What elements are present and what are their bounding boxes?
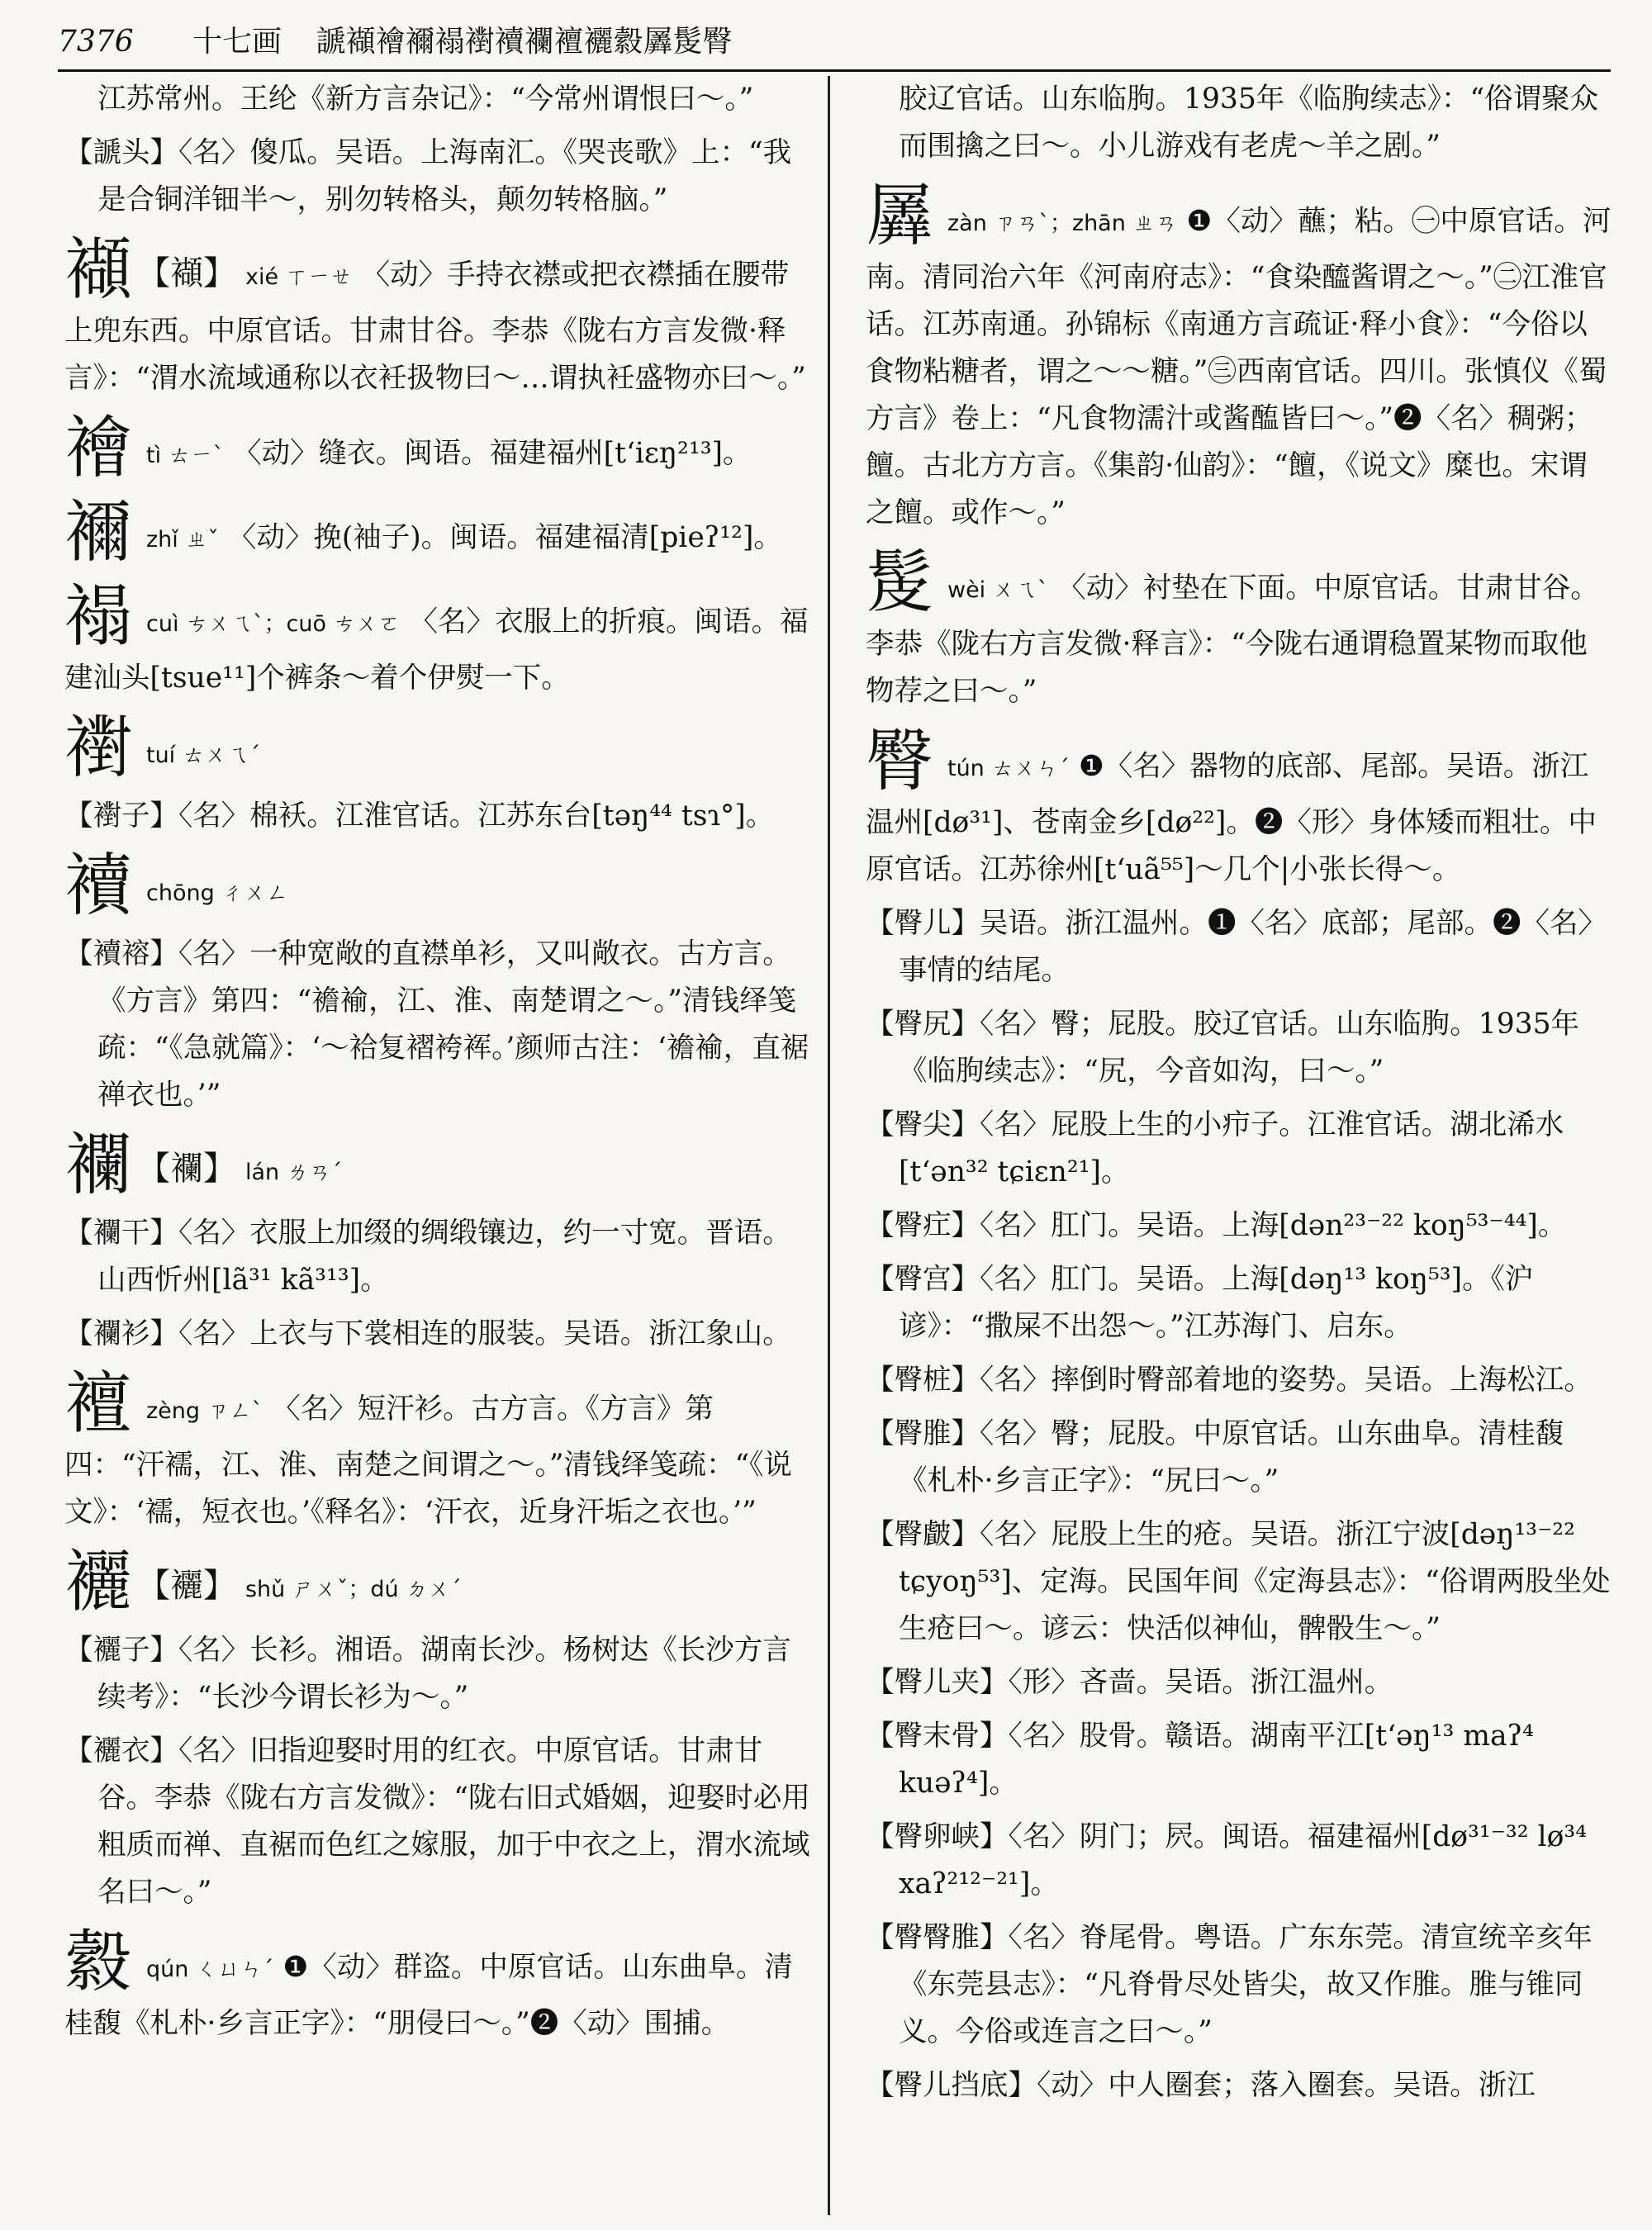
compound-entry: 【臀儿】吴语。浙江温州。❶〈名〉底部；尾部。❷〈名〉事情的结尾。: [866, 907, 1607, 987]
pronunciation: xié ㄒㄧㄝ: [244, 264, 353, 290]
left-column: [64, 76, 812, 2054]
pronunciation: shǔ ㄕㄨˇ；dú ㄉㄨˊ: [244, 1577, 462, 1602]
compound-entry: 【襴干】〈名〉衣服上加缀的绸缎镶边，约一寸宽。晋语。山西忻州[lã³¹ kã³¹³]。: [64, 1217, 791, 1297]
headword-character: 襢: [64, 1364, 133, 1443]
definition-text: 〈动〉缝衣。闽语。福建福州[t‘iɛŋ²¹³]。: [224, 437, 752, 470]
headword-character: 襹: [64, 1543, 133, 1621]
dictionary-entry: [64, 495, 812, 571]
compound-entry: 【臀臀脽】〈名〉脊尾骨。粤语。广东东莞。清宣统辛亥年《东莞县志》：“凡脊骨尽处皆尖，故又作脽。脽与锥同义。今俗或连言之曰～。”: [866, 1921, 1593, 2048]
dictionary-entry: [866, 724, 1613, 894]
header-rule: [58, 69, 1611, 72]
compound-entry: 【臀桩】〈名〉摔倒时臀部着地的姿势。吴语。上海松江。: [866, 1364, 1593, 1397]
headword-character: 襧: [64, 493, 133, 572]
dictionary-entry: [64, 579, 812, 702]
dictionary-entry: [64, 710, 812, 786]
dictionary-entry: [64, 1924, 812, 2047]
headword-character: 襴: [64, 1126, 133, 1204]
definition-text: 〈动〉衬垫在下面。中原官话。甘肃甘谷。李恭《陇右方言发微·释言》：“今陇右通谓稳置某物而取他物荐之曰～。”: [866, 572, 1599, 708]
pronunciation: cuì ㄘㄨㄟˋ；cuō ㄘㄨㄛ: [145, 611, 401, 637]
dictionary-entry: [866, 178, 1613, 537]
page-header: [58, 18, 1611, 66]
compound-entry: 【襩褣】〈名〉一种宽敞的直襟单衫，又叫敞衣。古方言。《方言》第四：“襜褕，江、淮、南楚谓之～。”清钱绎笺疏：“《急就篇》：‘～袷复褶袴裈。’颜师古注：‘襜褕，直裾禅衣也。’”: [64, 937, 809, 1112]
pronunciation: wèi ㄨㄟˋ: [947, 577, 1049, 603]
dictionary-entry: [64, 410, 812, 486]
definition-text: 〈动〉手持衣襟或把衣襟插在腰带上兜东西。中原官话。甘肃甘谷。李恭《陇右方言发微·释言》：“渭水流域通称以衣衽扱物曰～…谓执衽盛物亦曰～。”: [64, 259, 806, 395]
headword-character: 臀: [866, 722, 934, 800]
compound-entry: 【臀脽】〈名〉臀；屁股。中原官话。山东曲阜。清桂馥《札朴·乡言正字》：“尻曰～。”: [866, 1417, 1564, 1497]
pronunciation: chōng ㄔㄨㄥ: [145, 880, 289, 906]
variant-form: 【襹】: [137, 1567, 237, 1605]
definition-text: 〈名〉衣服上的折痕。闽语。福建汕头[tsue¹¹]个裤条～着个伊熨一下。: [64, 605, 809, 695]
compound-entry: 【臀宫】〈名〉肛门。吴语。上海[dəŋ¹³ koŋ⁵³]。《沪谚》：“撒屎不出怨～。”江苏海门、启东。: [866, 1263, 1534, 1343]
pronunciation: lán ㄌㄢˊ: [244, 1160, 343, 1185]
headword-character: 襩: [64, 847, 133, 925]
compound-entry: 【臀疘】〈名〉肛门。吴语。上海[dən²³⁻²² koŋ⁵³⁻⁴⁴]。: [866, 1209, 1567, 1242]
pronunciation: qún ㄑㄩㄣˊ: [145, 1957, 274, 1982]
definition-text: ❶〈动〉群盗。中原官话。山东曲阜。清桂馥《札朴·乡言正字》：“朋侵曰～。”❷〈动〉围捕。: [64, 1951, 793, 2040]
pronunciation: tì ㄊㄧˋ: [145, 443, 225, 468]
compound-entry: 【臀末骨】〈名〉股骨。赣语。湖南平江[t‘əŋ¹³ maʔ⁴ kuəʔ⁴]。: [866, 1720, 1534, 1800]
definition-text: 〈动〉挽(袖子)。闽语。福建福清[pieʔ¹²]。: [218, 521, 782, 554]
compound-entry: 【臀卵峡】〈名〉阴门；屄。闽语。福建福州[dø³¹⁻³² lø³⁴ xaʔ²¹²⁻²¹]。: [866, 1820, 1588, 1900]
headword-character: 羼: [866, 177, 934, 255]
page-number: 7376: [58, 25, 134, 59]
dictionary-entry: [64, 1127, 812, 1203]
compound-entry: 【臀尻】〈名〉臀；屁股。胶辽官话。山东临朐。1935年《临朐续志》：“尻，今音如沟，曰～。”: [866, 1008, 1580, 1088]
dictionary-entry: [866, 545, 1613, 715]
variant-form: 【襴】: [137, 1150, 237, 1188]
continued-text: 胶辽官话。山东临朐。1935年《临朐续志》：“俗谓聚众而围擒之曰～。小儿游戏有老虎～羊之剧。”: [899, 83, 1599, 163]
compound-entry: 【襨子】〈名〉棉袄。江淮官话。江苏东台[təŋ⁴⁴ tsɿ°]。: [64, 799, 775, 833]
headword-character: 褟: [64, 577, 133, 656]
pronunciation: zhǐ ㄓˇ: [145, 527, 219, 553]
dictionary-entry: [64, 848, 812, 924]
column-divider: [828, 76, 830, 2215]
compound-entry: 【襹子】〈名〉长衫。湘语。湖南长沙。杨树达《长沙方言续考》：“长沙今谓长衫为～。”: [64, 1634, 791, 1714]
definition-text: ❶〈名〉器物的底部、尾部。吴语。浙江温州[dø³¹]、苍南金乡[dø²²]。❷〈形〉身体矮而粗壮。中原官话。江苏徐州[t‘uã⁵⁵]～几个|小张长得～。: [866, 750, 1597, 886]
compound-entry: 【臀儿挡底】〈动〉中人圈套；落入圈套。吴语。浙江: [866, 2069, 1536, 2102]
header-characters: 謕襭襘襧褟襨襩襴襢襹縠羼髲臀: [316, 25, 733, 59]
stroke-section: 十七画: [192, 25, 282, 59]
dictionary-entry: [64, 232, 812, 402]
headword-character: 襨: [64, 709, 133, 787]
dictionary-entry: [64, 1544, 812, 1620]
compound-entry: 【臀皻】〈名〉屁股上生的疮。吴语。浙江宁波[dəŋ¹³⁻²² tɕyoŋ⁵³]、定海。民国年间《定海县志》：“俗谓两股坐处生疮曰～。谚云：快活似神仙，髀骰生～。”: [866, 1518, 1611, 1645]
compound-entry: 【臀尖】〈名〉屁股上生的小疖子。江淮官话。湖北浠水[t‘ən³² tɕiɛn²¹]。: [866, 1108, 1564, 1189]
definition-text: 〈名〉短汗衫。古方言。《方言》第四：“汗襦，江、淮、南楚之间谓之～。”清钱绎笺疏：“《说文》：‘襦，短衣也。’《释名》：‘汗衣，近身汗垢之衣也。’”: [64, 1393, 792, 1529]
headword-character: 髲: [866, 543, 934, 622]
continued-text: 江苏常州。王纶《新方言杂记》：“今常州谓恨曰～。”: [97, 83, 754, 116]
right-column: [866, 76, 1613, 2116]
compound-entry: 【襹衣】〈名〉旧指迎娶时用的红衣。中原官话。甘肃甘谷。李恭《陇右方言发微》：“陇右旧式婚姻，迎娶时必用粗质而禅、直裾而色红之嫁服，加于中衣之上，渭水流域名曰～。”: [64, 1734, 810, 1909]
compound-entry: 【謕头】〈名〉傻瓜。吴语。上海南汇。《哭丧歌》上：“我是合铜洋钿半～，别勿转格头，颠勿转格脑。”: [64, 136, 792, 216]
pronunciation: zèng ㄗㄥˋ: [145, 1398, 263, 1424]
pronunciation: zàn ㄗㄢˋ；zhān ㄓㄢ: [947, 211, 1178, 236]
headword-character: 襘: [64, 409, 133, 487]
dictionary-entry: [64, 1366, 812, 1536]
headword-character: 襭: [64, 230, 133, 309]
compound-entry: 【臀儿夹】〈形〉吝啬。吴语。浙江温州。: [866, 1666, 1393, 1699]
compound-entry: 【襴衫】〈名〉上衣与下裳相连的服装。吴语。浙江象山。: [64, 1317, 791, 1350]
pronunciation: tuí ㄊㄨㄟˊ: [145, 743, 261, 768]
definition-text: ❶〈动〉蘸；粘。㊀中原官话。河南。清同治六年《河南府志》：“食染醯酱谓之～。”㊁江淮官话。江苏南通。孙锦标《南通方言疏证·释小食》：“今俗以食物粘糖者，谓之～～糖。”㊂西南官话。四川。张慎仪《蜀方言》卷上：“凡食物濡汁或酱醢皆曰～。”❷〈名〉稠粥；饘。古北方方言。《集韵·仙韵》：“饘，《说文》糜也。宋谓之饘。或作～。”: [866, 205, 1612, 529]
variant-form: 【襭】: [137, 254, 237, 292]
pronunciation: tún ㄊㄨㄣˊ: [947, 756, 1070, 781]
headword-character: 縠: [64, 1923, 133, 2001]
